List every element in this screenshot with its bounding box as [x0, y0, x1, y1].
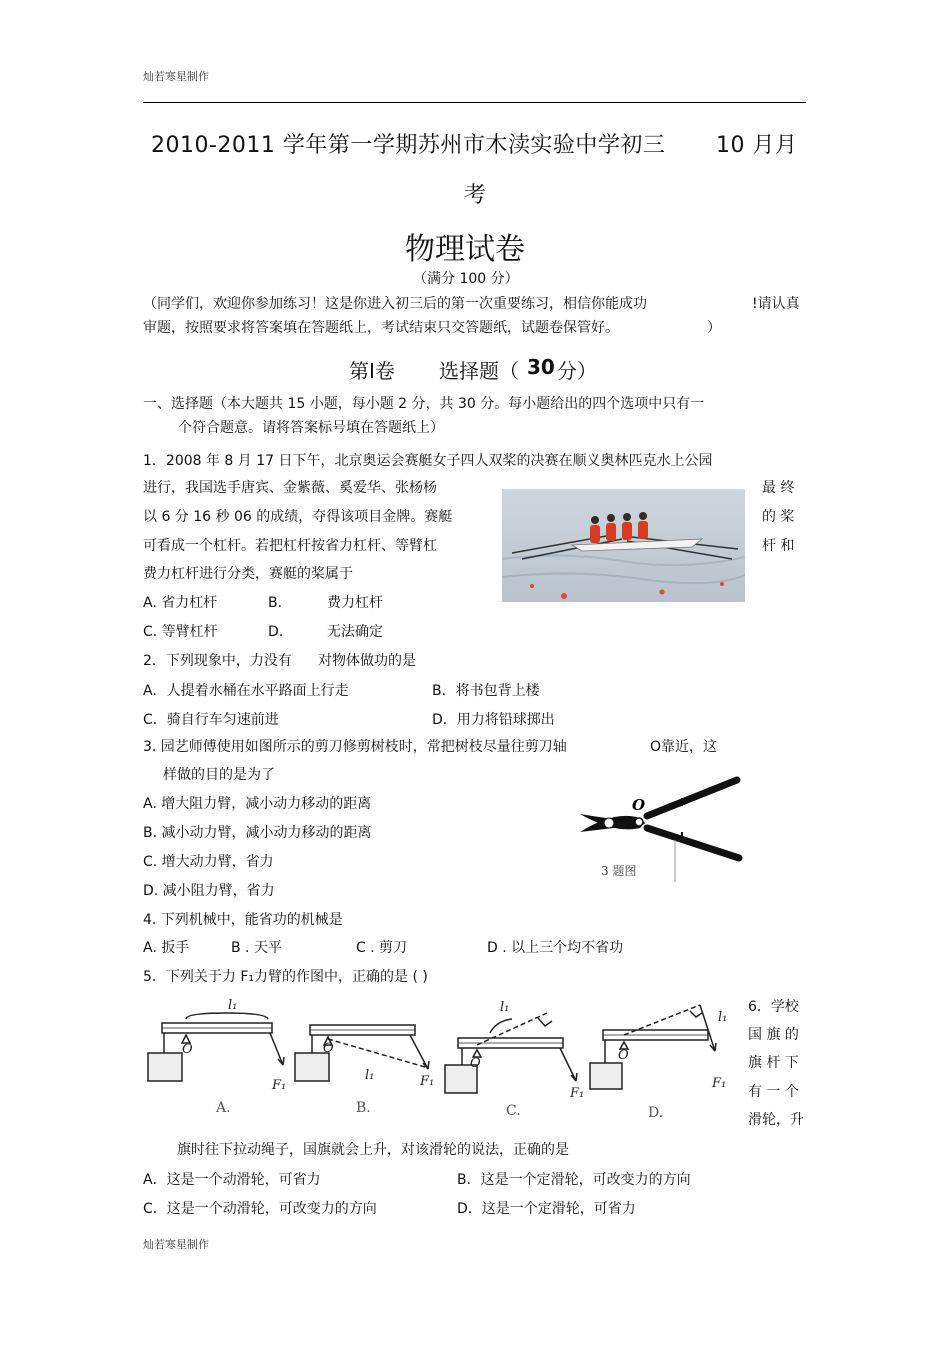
- q6-side-2: 国 旗 的: [748, 1027, 799, 1043]
- q4-stem: 4. 下列机械中，能省功的机械是: [143, 912, 343, 928]
- q3-line1: 3. 园艺师傅使用如图所示的剪刀修剪树枝时，常把树枝尽量往剪刀轴: [143, 739, 567, 755]
- q3-option-d: D. 减小阻力臂，省力: [143, 883, 275, 899]
- q1-option-d: 无法确定: [327, 624, 383, 640]
- q4-option-b: B . 天平: [231, 940, 282, 956]
- lever-label-b: B.: [356, 1100, 371, 1116]
- footer-maker: 灿若寒星制作: [143, 1238, 209, 1251]
- q2-option-a: A．人提着水桶在水平路面上行走: [143, 683, 349, 699]
- q3-line1-end: O靠近，这: [650, 739, 718, 755]
- q1-line1: 1．2008 年 8 月 17 日下午，北京奥运会赛艇女子四人双桨的决赛在顺义奥林匹克水上公园: [143, 453, 713, 469]
- lever-b-l1: l₁: [365, 1068, 375, 1083]
- intro-line1: （同学们，欢迎你参加练习！这是你进入初三后的第一次重要练习，相信你能成功: [143, 296, 647, 312]
- intro-line2: 审题，按照要求将答案填在答题纸上，考试结束只交答题纸，试题卷保管好。: [143, 320, 619, 336]
- q4-option-d: D . 以上三个均不省功: [487, 940, 624, 956]
- q3-option-c: C. 增大动力臂，省力: [143, 854, 274, 870]
- q5-stem: 5．下列关于力 F₁力臂的作图中，正确的是 ( ): [143, 969, 428, 985]
- q6-side-4: 有 一 个: [748, 1084, 799, 1100]
- q5-lever-diagrams: [140, 995, 740, 1125]
- lever-a-o: O: [182, 1042, 193, 1057]
- lever-d-l1: l₁: [718, 1010, 728, 1025]
- q3-figure-caption: 3 题图: [601, 864, 637, 878]
- lever-d-o: O: [618, 1048, 629, 1063]
- exam-title-month: 10 月月: [716, 133, 798, 158]
- q2-stem: 2．下列现象中，力没有: [143, 653, 292, 669]
- q1-option-b-key: B.: [268, 595, 283, 611]
- q6-side-1: 6．学校: [748, 999, 799, 1015]
- q3-option-b: B. 减小动力臂，减小动力移动的距离: [143, 825, 372, 841]
- q1-option-d-key: D.: [268, 624, 284, 640]
- q2-option-d: D．用力将铅球掷出: [432, 712, 555, 728]
- lever-label-d: D.: [648, 1105, 664, 1121]
- q1-line3-right: 的 桨: [762, 509, 795, 525]
- exam-main-title: 物理试卷: [405, 232, 525, 267]
- q2-stem-end: 对物体做功的是: [318, 653, 416, 669]
- q3-option-a: A. 增大阻力臂，减小动力移动的距离: [143, 796, 372, 812]
- q1-line2-right: 最 终: [762, 480, 795, 496]
- q6-side-3: 旗 杆 下: [748, 1055, 799, 1071]
- section-instruction-1: 一、选择题（本大题共 15 小题，每小题 2 分，共 30 分。每小题给出的四个选项中只有一: [143, 396, 705, 412]
- q6-line2: 旗时往下拉动绳子，国旗就会上升，对该滑轮的说法，正确的是: [177, 1142, 569, 1158]
- intro-line1-end: !请认真: [752, 296, 800, 312]
- header-maker: 灿若寒星制作: [143, 70, 209, 83]
- section-title-score: 30: [527, 355, 555, 379]
- q6-option-a: A．这是一个动滑轮，可省力: [143, 1172, 321, 1188]
- q1-line5: 费力杠杆进行分类，赛艇的桨属于: [143, 566, 353, 582]
- section-title-unit: 分）: [557, 359, 597, 383]
- q1-line3: 以 6 分 16 秒 06 的成绩，夺得该项目金牌。赛艇: [143, 509, 453, 525]
- q1-line4-right: 杆 和: [762, 538, 795, 554]
- q6-option-c: C．这是一个动滑轮，可改变力的方向: [143, 1201, 377, 1217]
- q4-option-c: C . 剪刀: [356, 940, 408, 956]
- q1-option-a: A. 省力杠杆: [143, 595, 218, 611]
- lever-c-o: O: [470, 1056, 481, 1071]
- q1-option-c: C. 等臂杠杆: [143, 624, 218, 640]
- lever-a-l1: l₁: [228, 998, 238, 1013]
- q3-line2: 样做的目的是为了: [163, 767, 275, 783]
- lever-b-f1: F₁: [420, 1074, 435, 1089]
- lever-c-l1: l₁: [500, 1000, 510, 1015]
- header-rule: [143, 102, 806, 103]
- section-instruction-2: 个符合题意。请将答案标号填在答题纸上）: [178, 420, 444, 436]
- intro-line2-end: ）: [707, 320, 721, 336]
- lever-b-o: O: [323, 1041, 334, 1056]
- scissors-axis-label: O: [632, 796, 646, 814]
- full-score: （满分 100 分）: [413, 271, 519, 287]
- q6-option-d: D．这是一个定滑轮，可省力: [457, 1201, 636, 1217]
- q6-side-5: 滑轮，升: [748, 1112, 804, 1128]
- q1-line2: 进行，我国选手唐宾、金紫薇、奚爱华、张杨杨: [143, 480, 437, 496]
- q4-option-a: A. 扳手: [143, 940, 190, 956]
- lever-label-a: A.: [216, 1100, 231, 1116]
- q1-option-b: 费力杠杆: [327, 595, 383, 611]
- rowing-photo: [502, 489, 745, 602]
- exam-title-line2: 考: [464, 183, 487, 208]
- exam-title-line1: 2010-2011 学年第一学期苏州市木渎实验中学初三: [151, 133, 666, 158]
- q2-option-b: B．将书包背上楼: [432, 683, 540, 699]
- lever-c-f1: F₁: [570, 1086, 585, 1101]
- q2-option-c: C．骑自行车匀速前进: [143, 712, 279, 728]
- q6-option-b: B．这是一个定滑轮，可改变力的方向: [457, 1172, 691, 1188]
- lever-a-f1: F₁: [272, 1078, 287, 1093]
- section-title-label: 选择题（: [439, 359, 519, 383]
- q1-line4: 可看成一个杠杆。若把杠杆按省力杠杆、等臂杠: [143, 538, 437, 554]
- section-title-part: 第Ⅰ卷: [349, 359, 395, 383]
- lever-d-f1: F₁: [712, 1076, 727, 1091]
- lever-label-c: C.: [506, 1103, 521, 1119]
